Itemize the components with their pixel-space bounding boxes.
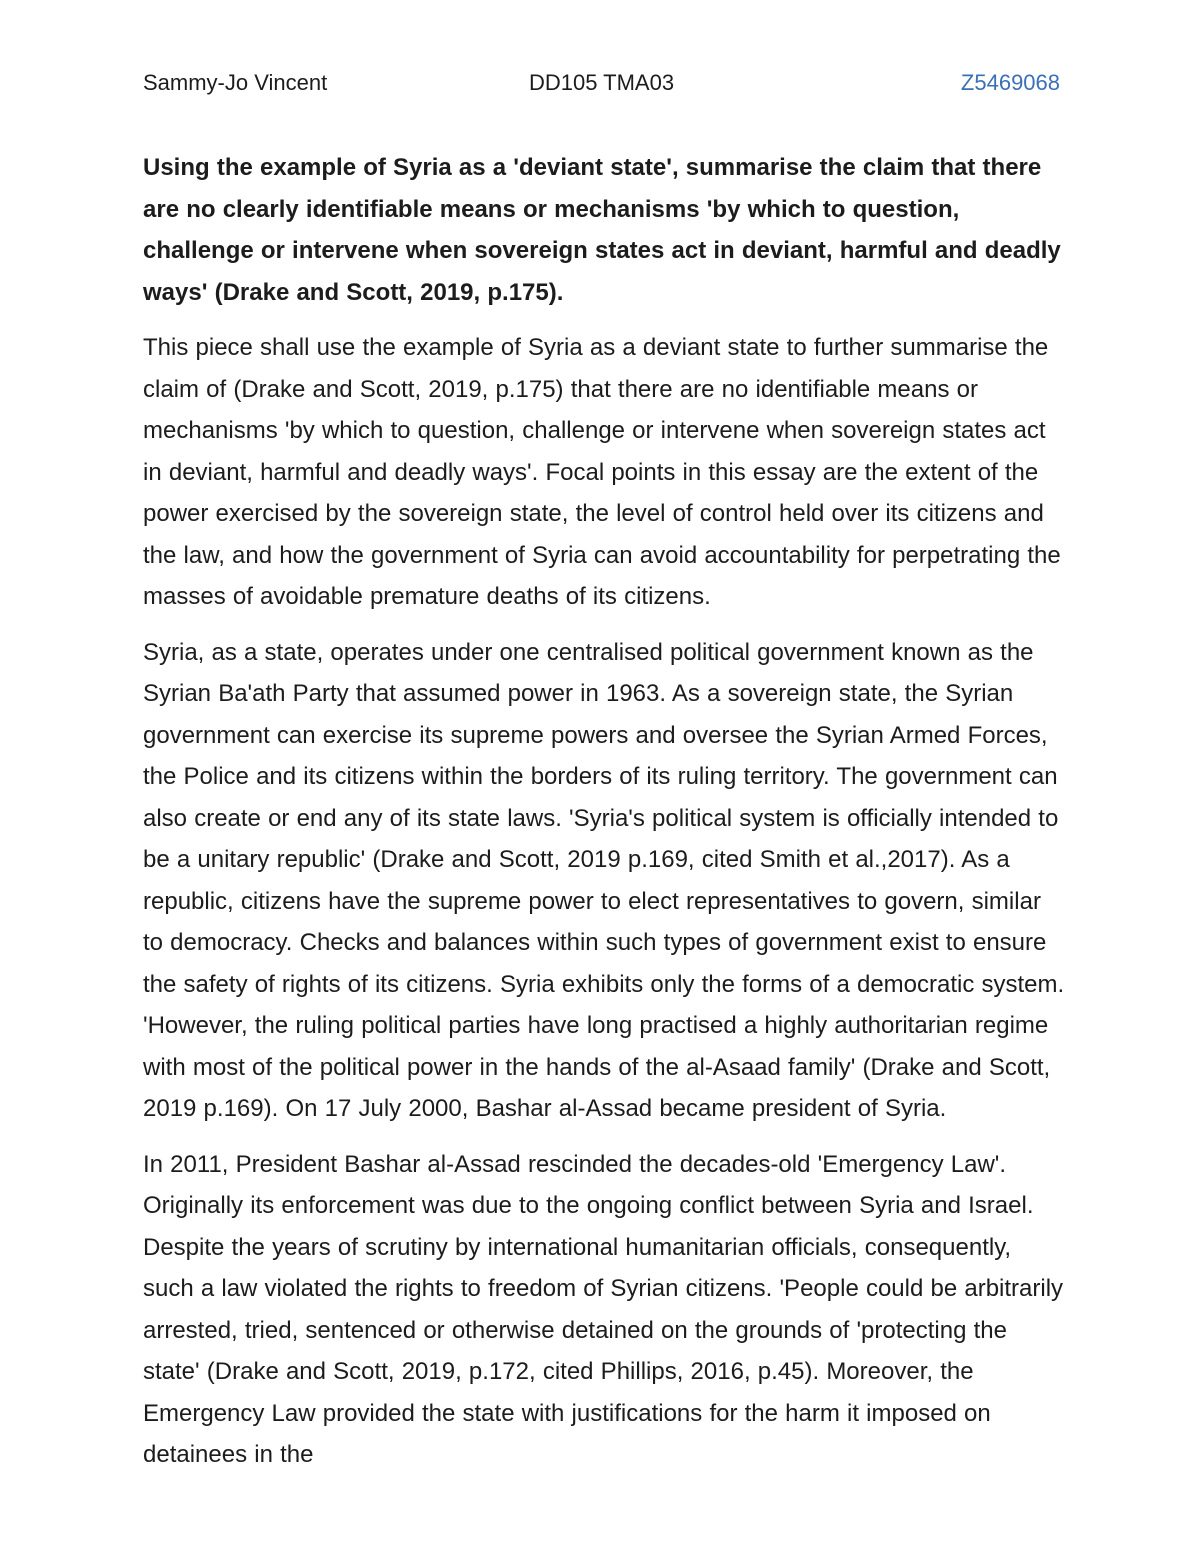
essay-body [143, 147, 1067, 1490]
essay-paragraph-3: In 2011, President Bashar al-Assad rescinded the decades-old 'Emergency Law'. Originally its enforcement was due to the ongoing conflict between Syria and Israel. Despite the years of scrutiny by international humanitarian officials, consequently, such a law violated the rights to freedom of Syrian citizens. 'People could be arbitrarily arrested, tried, sentenced or otherwise detained on the grounds of 'protecting the state' (Drake and Scott, 2019, p.172, cited Phillips, 2016, p.45). Moreover, the Emergency Law provided the state with justifications for the harm it imposed on detainees in the [143, 1150, 1064, 1468]
header-author-name: Sammy-Jo Vincent [143, 70, 328, 95]
header-course-code: DD105 TMA03 [528, 70, 675, 95]
essay-question-title: Using the example of Syria as a 'deviant state', summarise the claim that there are no clearly identifiable means or mechanisms 'by which to question, challenge or intervene when sovereign states act in deviant, harmful and deadly ways' (Drake and Scott, 2019, p.175). [143, 154, 1061, 306]
essay-paragraph-2: Syria, as a state, operates under one centralised political government known as the Syrian Ba'ath Party that assumed power in 1963. As a sovereign state, the Syrian government can exercise its supreme powers and oversee the Syrian Armed Forces, the Police and its citizens within the borders of its ruling territory. The government can also create or end any of its state laws. 'Syria's political system is officially intended to be a unitary republic' (Drake and Scott, 2019 p.169, cited Smith et al.,2017). As a republic, citizens have the supreme power to elect representatives to govern, similar to democracy. Checks and balances within such types of government exist to ensure the safety of rights of its citizens. Syria exhibits only the forms of a democratic system. 'However, the ruling political parties have long practised a highly authoritarian regime with most of the political power in the hands of the al-Asaad family' (Drake and Scott, 2019 p.169). On 17 July 2000, Bashar al-Assad became president of Syria. [143, 638, 1065, 1122]
document-header [143, 70, 1060, 96]
essay-paragraph-1: This piece shall use the example of Syria as a deviant state to further summarise the claim of (Drake and Scott, 2019, p.175) that there are no identifiable means or mechanisms 'by which to question, challenge or intervene when sovereign states act in deviant, harmful and deadly ways'. Focal points in this essay are the extent of the power exercised by the sovereign state, the level of control held over its citizens and the law, and how the government of Syria can avoid accountability for perpetrating the masses of avoidable premature deaths of its citizens. [143, 334, 1061, 610]
header-student-id: Z5469068 [960, 70, 1061, 95]
